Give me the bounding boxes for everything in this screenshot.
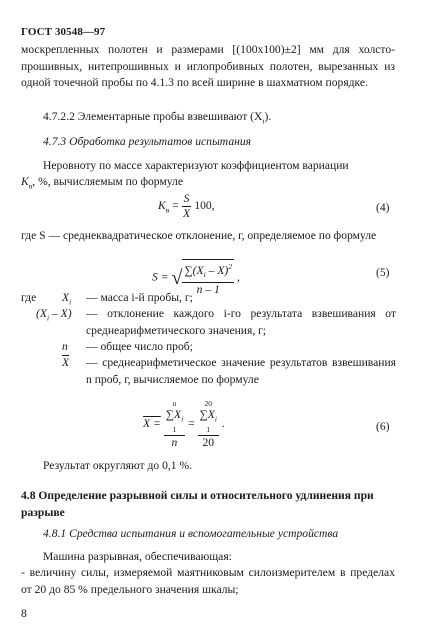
section-heading-4-7-3: 4.7.3 Обработка результатов испытания bbox=[43, 135, 252, 148]
legend-where: где bbox=[21, 291, 37, 304]
legend-desc-n: — общее число проб; bbox=[86, 340, 193, 353]
legend-desc-deviation: — отклонение каждого i-го результата взвешивания от среднеарифметического значения, г; bbox=[86, 307, 396, 337]
legend-desc-xi: — масса i-й пробы, г; bbox=[86, 291, 193, 304]
paragraph-machine: Машина разрывная, обеспечивающая: bbox=[43, 550, 232, 563]
legend-term-mean: $\overline{X}$ bbox=[62, 356, 70, 369]
formula-6-number: (6) bbox=[376, 420, 390, 433]
formula-6: X = n $\sum X_i$ 1 n = 20 $\sum X_i$ 1 20 . bbox=[143, 399, 225, 450]
legend-term-n: n bbox=[62, 340, 68, 353]
formula-4-number: (4) bbox=[376, 201, 390, 214]
paragraph-weigh: 4.7.2.2 Элементарные пробы взвешивают $(X_i)$. bbox=[43, 110, 272, 126]
formula-5: S = √ $\frac{\sum(X_i - X)^2}{n - 1}$ , bbox=[152, 259, 240, 297]
paragraph-std-dev: где S — среднеквадратическое отклонение, г, определяемое по формуле bbox=[21, 229, 377, 242]
standard-header: ГОСТ 30548—97 bbox=[21, 26, 106, 38]
section-heading-4-8: 4.8 Определение разрывной силы и относительного удлинения при разрыве bbox=[21, 489, 374, 519]
paragraph-variation-b: $K_в$, %, вычисляемым по формуле bbox=[21, 175, 183, 191]
legend-term-xi: $X_i$ bbox=[62, 291, 72, 307]
page-number: 8 bbox=[21, 607, 27, 620]
formula-4: $K_в$ = $\frac{S}{X}$ 100, bbox=[158, 192, 215, 220]
legend-term-deviation: $(X_i - X)$ bbox=[36, 307, 72, 323]
paragraph-force-range: - величину силы, измеряемой маятниковым силоизмерителем в пределах от 20 до 85 % предельного значения шкалы; bbox=[21, 566, 395, 596]
legend-desc-mean: — среднеарифметическое значение результатов взвешивания n проб, г, вычисляемое по формуле bbox=[86, 356, 396, 386]
paragraph-rounding: Результат округляют до 0,1 %. bbox=[43, 459, 193, 472]
section-heading-4-8-1: 4.8.1 Средства испытания и вспомогательные устройства bbox=[43, 527, 339, 540]
paragraph-variation-a: Неровноту по массе характеризуют коэффициентом вариации bbox=[43, 159, 349, 172]
formula-5-number: (5) bbox=[376, 266, 390, 279]
paragraph-sample-size: москрепленных полотен и размерами [(100х100)±2] мм для холсто-прошивных, нитепрошивных и иглопробивных полотен, вырезанных из одной точечной пробы по 4.1.3 по всей ширине в шахматном порядке. bbox=[21, 43, 395, 89]
